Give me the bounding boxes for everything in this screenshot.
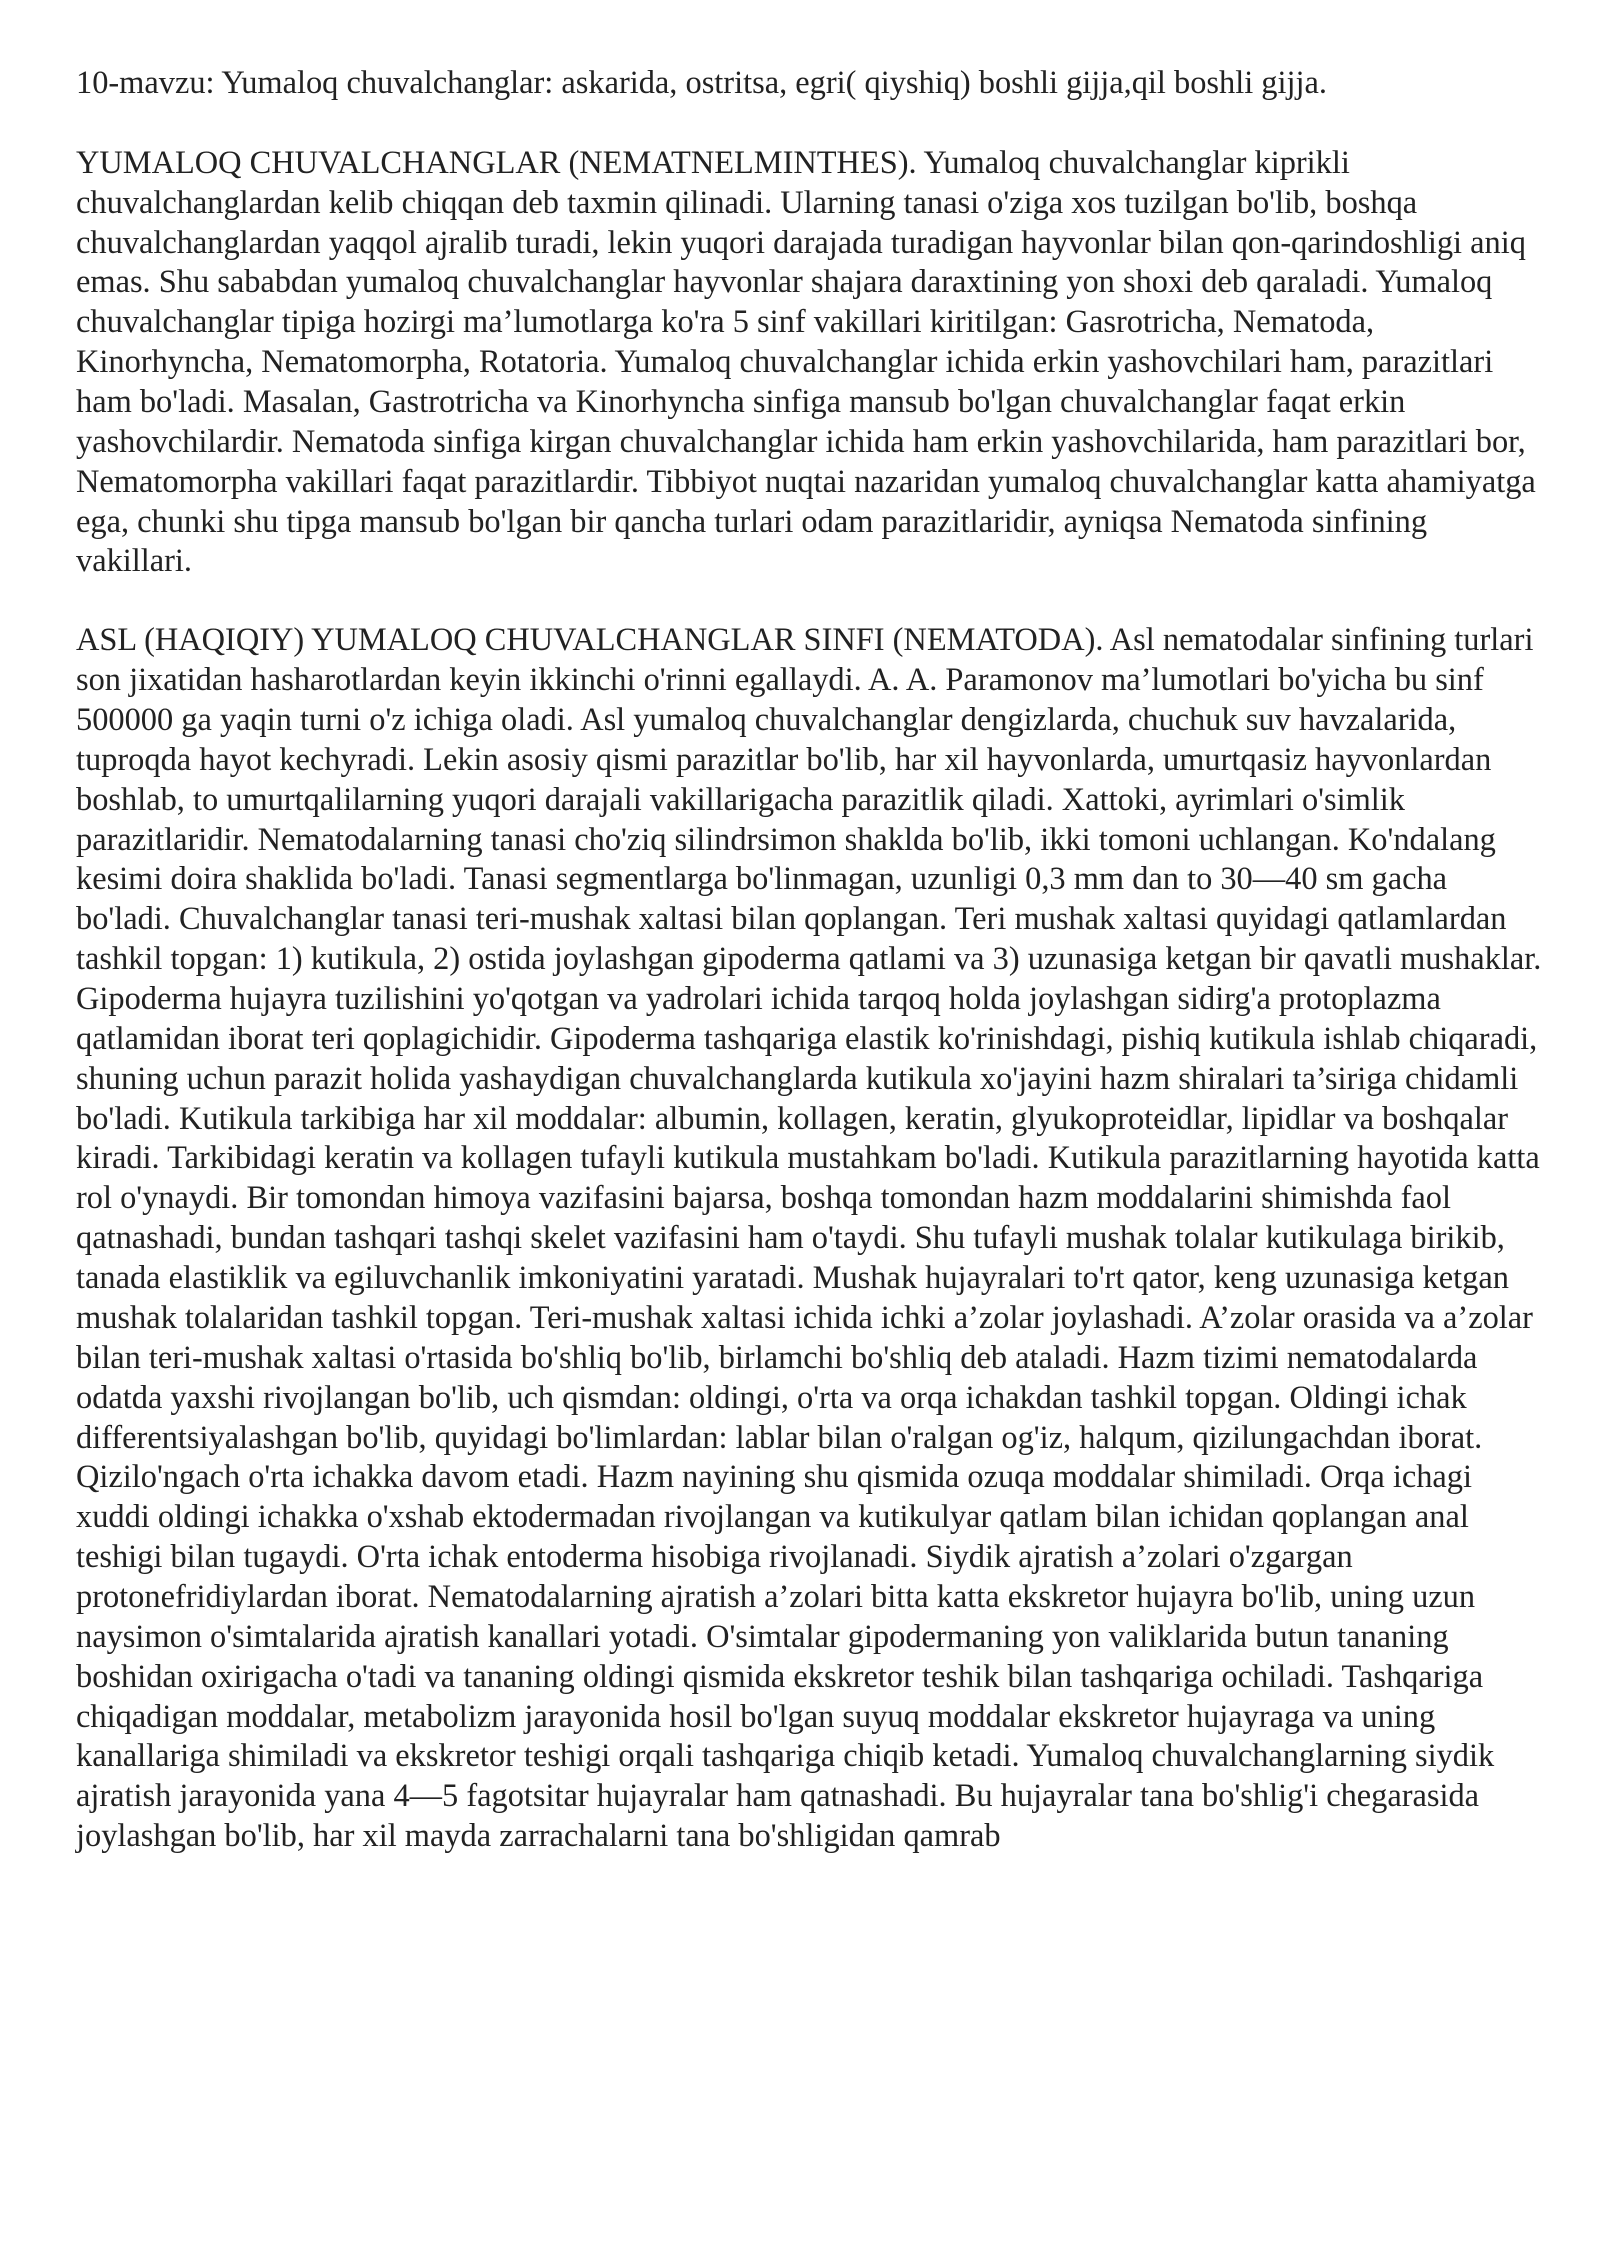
page-title: 10-mavzu: Yumaloq chuvalchanglar: askarida, ostritsa, egri( qiyshiq) boshli gijja,qil boshli gijja.: [76, 65, 1327, 101]
paragraph-nematoda: ASL (HAQIQIY) YUMALOQ CHUVALCHANGLAR SINFI (NEMATODA). Asl nematodalar sinfining turlari son jixatidan hasharotlardan keyin ikkinchi o'rinni egallaydi. A. A. Paramonov ma’lumotlari bo'yicha bu sinf 500000 ga yaqin turni o'z ichiga oladi. Asl yumaloq chuvalchanglar dengizlarda, chuchuk suv havzalarida, tuproqda hayot kechyradi. Lekin asosiy qismi parazitlar bo'lib, har xil hayvonlarda, umurtqasiz hayvonlardan boshlab, to umurtqalilarning yuqori darajali vakillarigacha parazitlik qiladi. Xattoki, ayrimlari o'simlik parazitlaridir. Nematodalarning tanasi cho'ziq silindrsimon shaklda bo'lib, ikki tomoni uchlangan. Ko'ndalang kesimi doira shaklida bo'ladi. Tanasi segmentlarga bo'linmagan, uzunligi 0,3 mm dan to 30—40 sm gacha bo'ladi. Chuvalchanglar tanasi teri-mushak xaltasi bilan qoplangan. Teri mushak xaltasi quyidagi qatlamlardan tashkil topgan: 1) kutikula, 2) ostida joylashgan gipoderma qatlami va 3) uzunasiga ketgan bir qavatli mushaklar. Gipoderma hujayra tuzilishini yo'qotgan va yadrolari ichida tarqoq holda joylashgan sidirg'a protoplazma qatlamidan iborat teri qoplagichidir. Gipoderma tashqariga elastik ko'rinishdagi, pishiq kutikula ishlab chiqaradi, shuning uchun parazit holida yashaydigan chuvalchanglarda kutikula xo'jayini hazm shiralari ta’siriga chidamli bo'ladi. Kutikula tarkibiga har xil moddalar: albumin, kollagen, keratin, glyukoproteidlar, lipidlar va boshqalar kiradi. Tarkibidagi keratin va kollagen tufayli kutikula mustahkam bo'ladi. Kutikula parazitlarning hayotida katta rol o'ynaydi. Bir tomondan himoya vazifasini bajarsa, boshqa tomondan hazm moddalarini shimishda faol qatnashadi, bundan tashqari tashqi skelet vazifasini ham o'taydi. Shu tufayli mushak tolalar kutikulaga birikib, tanada elastiklik va egiluvchanlik imkoniyatini yaratadi. Mushak hujayralari to'rt qator, keng uzunasiga ketgan mushak tolalaridan tashkil topgan. Teri-mushak xaltasi ichida ichki a’zolar joylashadi. A’zolar orasida va a’zolar bilan teri-mushak xaltasi o'rtasida bo'shliq bo'lib, birlamchi bo'shliq deb ataladi. Hazm tizimi nematodalarda odatda yaxshi rivojlangan bo'lib, uch qismdan: oldingi, o'rta va orqa ichakdan tashkil topgan. Oldingi ichak differentsiyalashgan bo'lib, quyidagi bo'limlardan: lablar bilan o'ralgan og'iz, halqum, qizilungachdan iborat. Qizilo'ngach o'rta ichakka davom etadi. Hazm nayining shu qismida ozuqa moddalar shimiladi. Orqa ichagi xuddi oldingi ichakka o'xshab ektodermadan rivojlangan va kutikulyar qatlam bilan ichidan qoplangan anal teshigi bilan tugaydi. O'rta ichak entoderma hisobiga rivojlanadi. Siydik ajratish a’zolari o'zgargan protonefridiylardan iborat. Nematodalarning ajratish a’zolari bitta katta ekskretor hujayra bo'lib, uning uzun naysimon o'simtalarida ajratish kanallari yotadi. O'simtalar gipodermaning yon valiklarida butun tananing boshidan oxirigacha o'tadi va tananing oldingi qismida ekskretor teshik bilan tashqariga ochiladi. Tashqariga chiqadigan moddalar, metabolizm jarayonida hosil bo'lgan suyuq moddalar ekskretor hujayraga va uning kanallariga shimiladi va ekskretor teshigi orqali tashqariga chiqib ketadi. Yumaloq chuvalchanglarning siydik ajratish jarayonida yana 4—5 fagotsitar hujayralar ham qatnashadi. Bu hujayralar tana bo'shlig'i chegarasida joylashgan bo'lib, har xil mayda zarrachalarni tana bo'shligidan qamrab: [76, 622, 1542, 1855]
document-page: [76, 64, 1548, 1857]
paragraph-nemathelminthes: YUMALOQ CHUVALCHANGLAR (NEMATNELMINTHES). Yumaloq chuvalchanglar kiprikli chuvalchanglardan kelib chiqqan deb taxmin qilinadi. Ularning tanasi o'ziga xos tuzilgan bo'lib, boshqa chuvalchanglardan yaqqol ajralib turadi, lekin yuqori darajada turadigan hayvonlar bilan qon-qarindoshligi aniq emas. Shu sababdan yumaloq chuvalchanglar hayvonlar shajara daraxtining yon shoxi deb qaraladi. Yumaloq chuvalchanglar tipiga hozirgi ma’lumotlarga ko'ra 5 sinf vakillari kiritilgan: Gasrotricha, Nematoda, Kinorhyncha, Nematomorpha, Rotatoria. Yumaloq chuvalchanglar ichida erkin yashovchilari ham, parazitlari ham bo'ladi. Masalan, Gastrotricha va Kinorhyncha sinfiga mansub bo'lgan chuvalchanglar faqat erkin yashovchilardir. Nematoda sinfiga kirgan chuvalchanglar ichida ham erkin yashovchilarida, ham parazitlari bor, Nematomorpha vakillari faqat parazitlardir. Tibbiyot nuqtai nazaridan yumaloq chuvalchanglar katta ahamiyatga ega, chunki shu tipga mansub bo'lgan bir qancha turlari odam parazitlaridir, ayniqsa Nematoda sinfining vakillari.: [76, 144, 1536, 580]
